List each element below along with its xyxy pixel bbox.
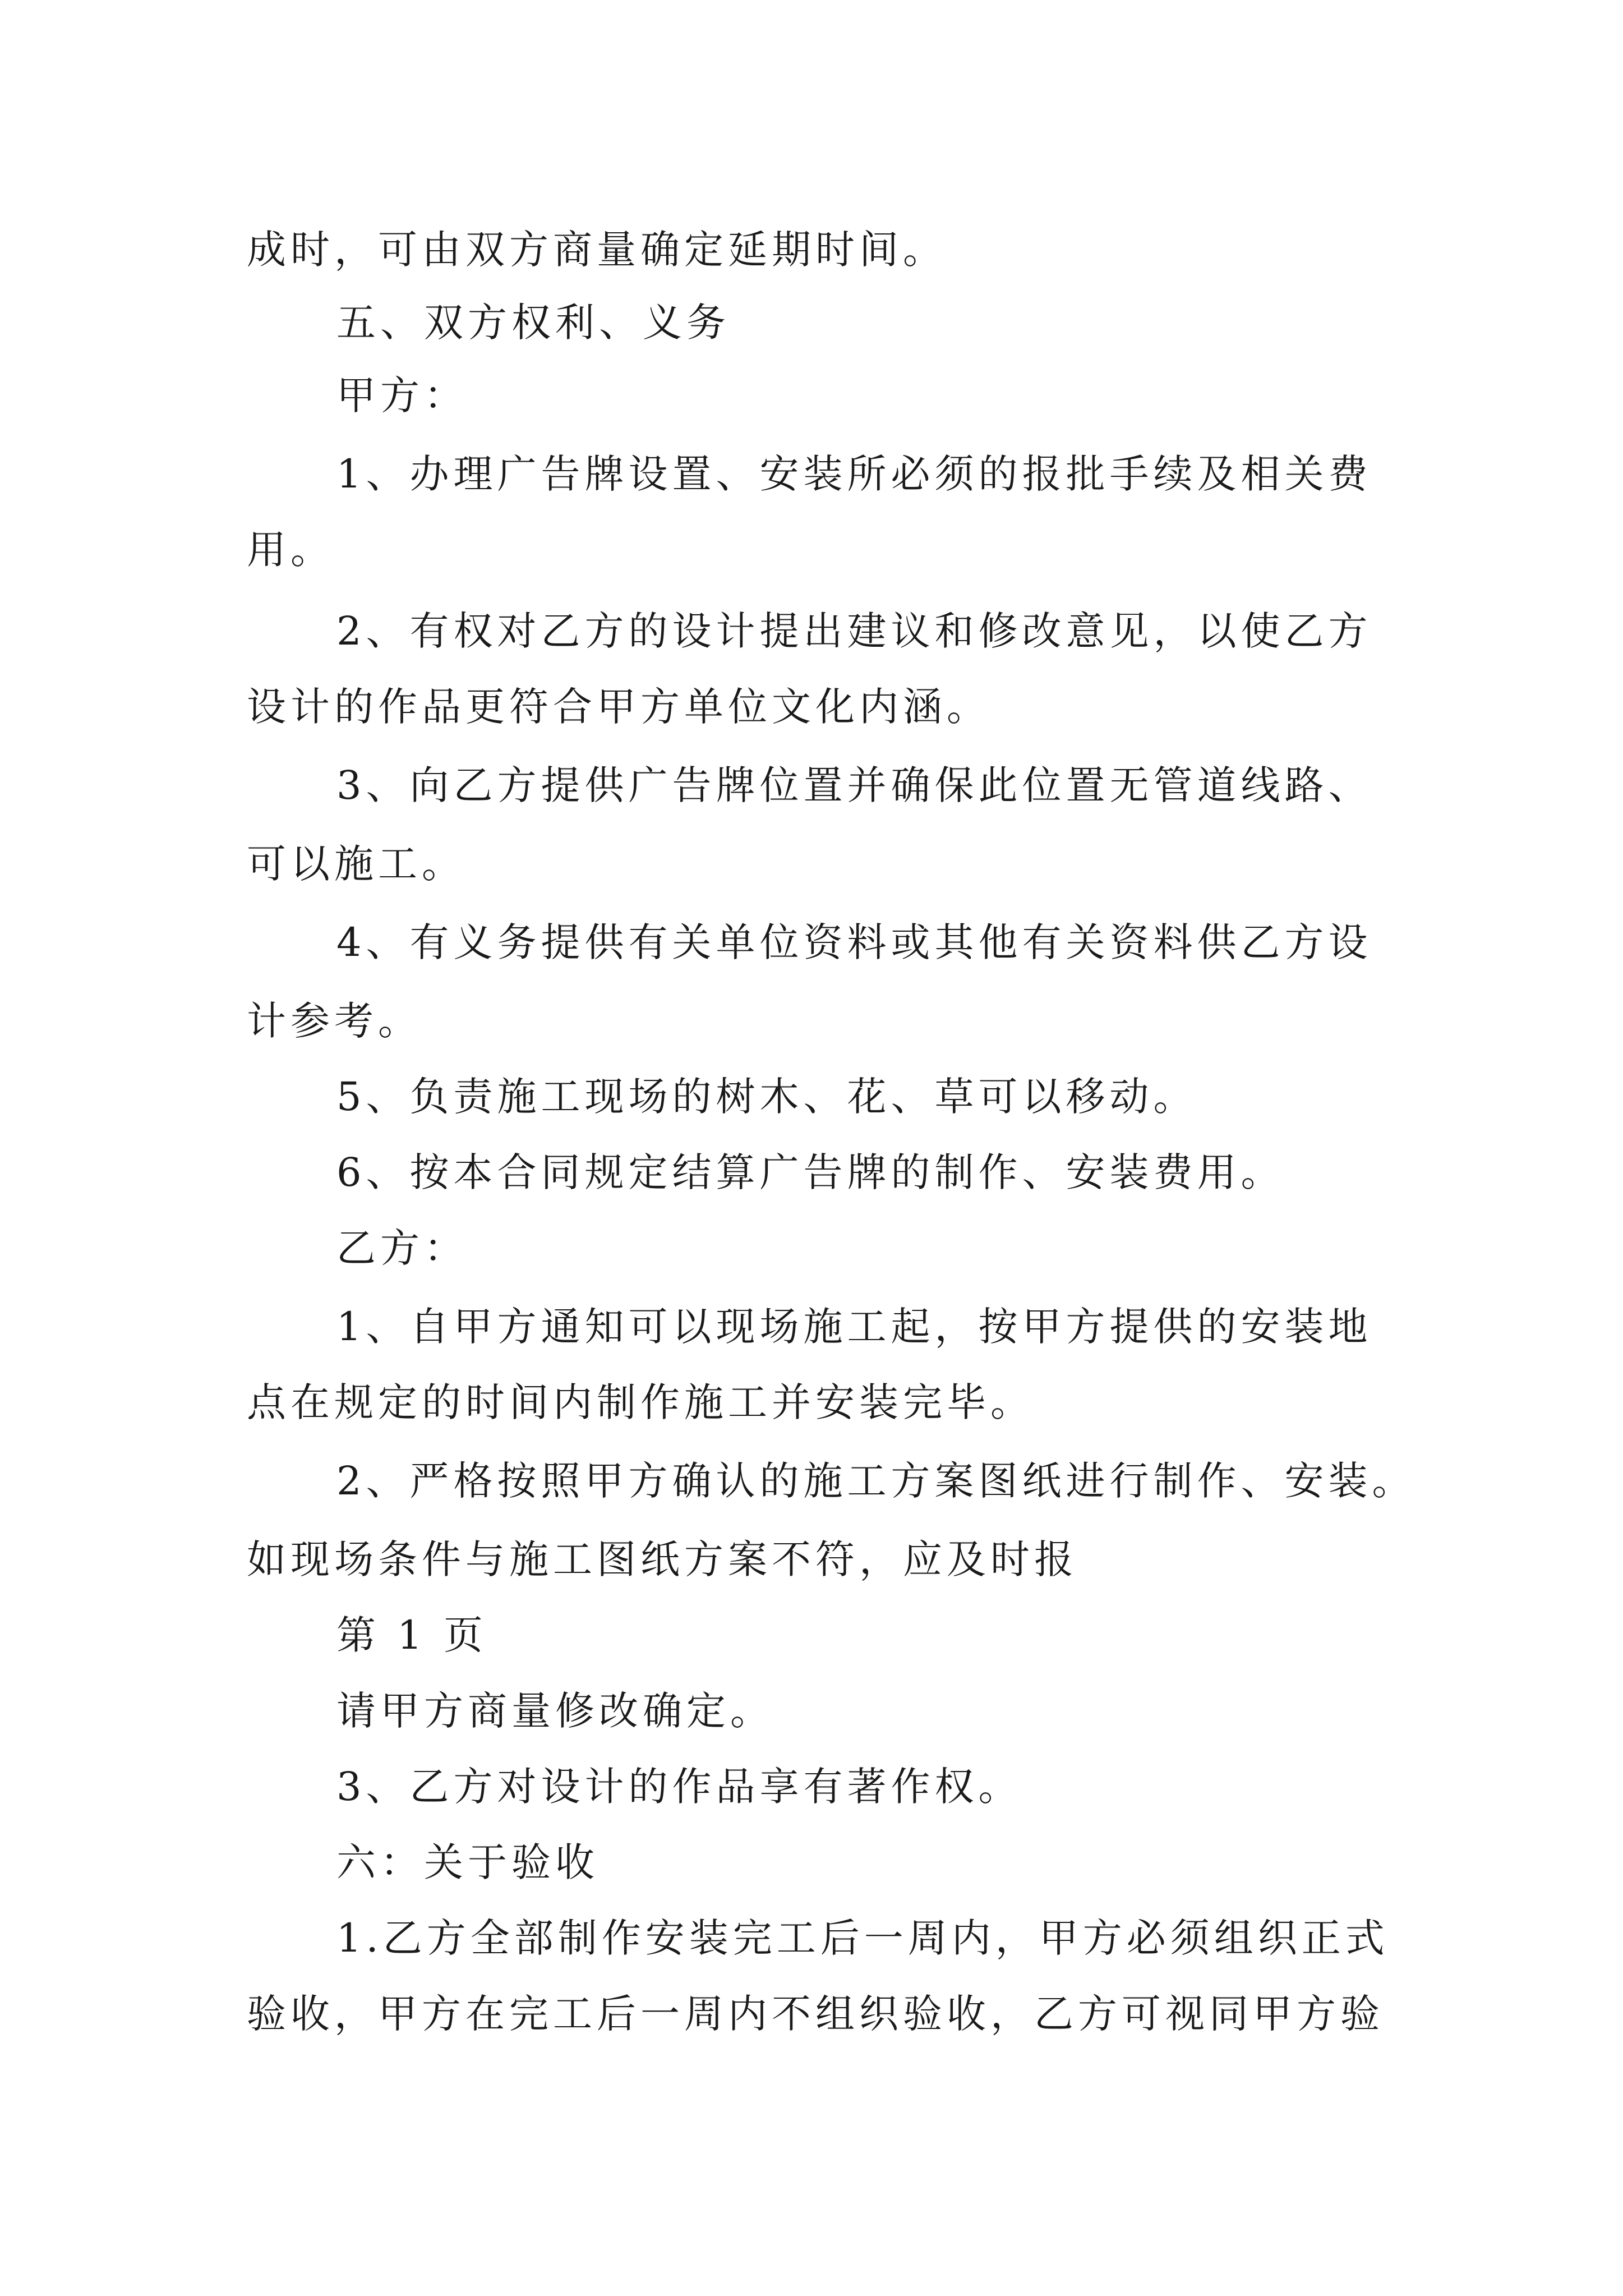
text-line: 1.乙方全部制作安装完工后一周内，甲方必须组织正式 [336,1915,1389,1961]
text-line: 5、负责施工现场的树木、花、草可以移动。 [336,1074,1197,1120]
text-line: 验收，甲方在完工后一周内不组织验收，乙方可视同甲方验 [247,1991,1384,2037]
text-line: 3、乙方对设计的作品享有著作权。 [336,1764,1022,1810]
text-line: 计参考。 [247,998,422,1044]
text-line: 2、严格按照甲方确认的施工方案图纸进行制作、安装。 [336,1458,1416,1504]
text-line: 1、自甲方通知可以现场施工起，按甲方提供的安装地 [336,1304,1372,1350]
text-line: 点在规定的时间内制作施工并安装完毕。 [247,1379,1034,1425]
section-heading: 五、双方权利、义务 [336,300,730,346]
text-line: 2、有权对乙方的设计提出建议和修改意见，以使乙方 [336,608,1372,654]
party-heading: 甲方： [336,372,468,418]
text-line: 如现场条件与施工图纸方案不符，应及时报 [247,1536,1078,1582]
text-line: 1、办理广告牌设置、安装所必须的报批手续及相关费 [336,451,1372,497]
text-line: 设计的作品更符合甲方单位文化内涵。 [247,684,990,730]
section-heading: 六：关于验收 [336,1839,599,1885]
text-line: 3、向乙方提供广告牌位置并确保此位置无管道线路、 [336,762,1372,808]
text-line: 用。 [247,527,334,573]
page-number: 第 1 页 [336,1612,488,1658]
text-line: 请甲方商量修改确定。 [336,1688,774,1734]
text-line: 6、按本合同规定结算广告牌的制作、安装费用。 [336,1149,1285,1195]
text-line: 可以施工。 [247,841,465,887]
party-heading: 乙方： [336,1225,468,1271]
text-line: 成时，可由双方商量确定延期时间。 [247,227,947,273]
text-line: 4、有义务提供有关单位资料或其他有关资料供乙方设 [336,919,1372,965]
